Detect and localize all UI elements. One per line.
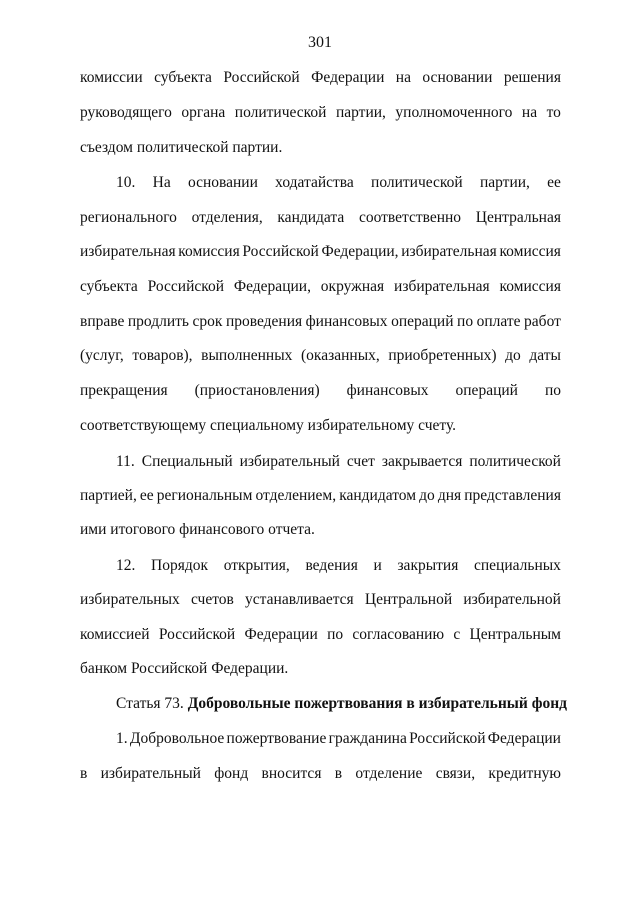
- word: Российской: [158, 626, 236, 643]
- word: и: [373, 557, 382, 574]
- word: операций: [455, 382, 518, 399]
- word: на: [395, 69, 411, 86]
- text-line: [80, 764, 561, 784]
- word: ходатайства: [275, 174, 354, 191]
- text-line: банком Российской Федерации.: [80, 660, 289, 677]
- text-line: [80, 625, 561, 645]
- word: кандидатом: [339, 487, 417, 504]
- word: Добровольное: [129, 730, 225, 747]
- word: Российской: [242, 243, 319, 260]
- word: работ: [524, 313, 561, 330]
- text-line: [80, 556, 561, 576]
- word: Порядок: [151, 557, 209, 574]
- word: то: [546, 104, 561, 121]
- word: избирательная: [401, 243, 497, 260]
- text-line: [80, 312, 561, 332]
- word: На: [152, 174, 171, 191]
- word: на: [521, 104, 538, 121]
- word: представления: [464, 487, 561, 504]
- word: срок: [192, 313, 223, 330]
- word: основании: [187, 174, 258, 191]
- word: по: [457, 313, 474, 330]
- text-line: ими итогового финансового отчета.: [80, 521, 315, 538]
- word: приобретенных): [388, 347, 497, 364]
- word: ведения: [305, 557, 358, 574]
- word: субъекта: [80, 278, 138, 295]
- word: оплате: [476, 313, 521, 330]
- word: избирательной: [463, 591, 561, 608]
- text-line: съездом политической партии.: [80, 139, 283, 156]
- word: 10.: [116, 174, 136, 191]
- word: Центральная: [475, 209, 561, 226]
- word: даты: [529, 347, 561, 364]
- word: комиссия: [499, 243, 561, 260]
- word: операций: [391, 313, 454, 330]
- word: отделения,: [191, 209, 263, 226]
- word: партии,: [335, 104, 386, 121]
- word: основании: [422, 69, 493, 86]
- word: ее: [547, 174, 561, 191]
- word: в: [334, 765, 343, 782]
- word: специальных: [474, 557, 561, 574]
- word: субъекта: [154, 69, 212, 86]
- word: органа: [181, 104, 226, 121]
- word: избирательная: [80, 243, 176, 260]
- word: по: [544, 382, 561, 399]
- word: политической: [234, 104, 327, 121]
- text-line: [80, 277, 561, 297]
- word: дня: [437, 487, 462, 504]
- word: партией,: [80, 487, 137, 504]
- text-line: [80, 590, 561, 610]
- word: счет: [346, 453, 375, 470]
- word: Центральной: [364, 591, 453, 608]
- word: связи,: [435, 765, 476, 782]
- word: 1.: [116, 730, 128, 747]
- text-line: соответствующему специальному избирательному счету.: [80, 417, 457, 434]
- word: 11.: [116, 453, 135, 470]
- word: ее: [139, 487, 154, 504]
- word: решения: [503, 69, 561, 86]
- article-heading: [80, 694, 567, 714]
- word: закрывается: [381, 453, 463, 470]
- word: региональным: [156, 487, 253, 504]
- word: до: [419, 487, 435, 504]
- word: счетов: [190, 591, 234, 608]
- word: Российской: [147, 278, 225, 295]
- article-title: Добровольные пожертвования в избирательный фонд: [187, 695, 567, 712]
- word: кандидата: [277, 209, 345, 226]
- word: политической: [371, 174, 463, 191]
- word: проведения: [225, 313, 303, 330]
- word: отделение: [355, 765, 423, 782]
- word: кредитную: [488, 765, 561, 782]
- word: комиссия: [499, 278, 561, 295]
- word: комиссия: [178, 243, 240, 260]
- page-number: 301: [308, 34, 332, 51]
- text-line: [80, 242, 561, 262]
- word: руководящего: [80, 104, 172, 121]
- text-line: [80, 208, 561, 228]
- word: финансовых: [346, 382, 429, 399]
- word: пожертвование: [226, 730, 327, 747]
- word: закрытия: [397, 557, 459, 574]
- word: комиссией: [80, 626, 150, 643]
- word: до: [505, 347, 521, 364]
- word: политической: [469, 453, 561, 470]
- word: Специальный: [141, 453, 233, 470]
- word: отделением,: [255, 487, 337, 504]
- word: гражданина: [328, 730, 407, 747]
- word: (оказанных,: [301, 347, 380, 364]
- word: окружная: [320, 278, 385, 295]
- word: по: [327, 626, 344, 643]
- word: фонд: [214, 765, 249, 782]
- word: устанавливается: [245, 591, 354, 608]
- word: Федерации: [244, 626, 318, 643]
- word: в: [80, 765, 88, 782]
- word: избирательный: [100, 765, 201, 782]
- word: согласованию: [352, 626, 445, 643]
- word: (услуг,: [80, 347, 124, 364]
- word: избирательная: [394, 278, 490, 295]
- word: 12.: [116, 557, 136, 574]
- word: Федерации,: [321, 243, 399, 260]
- word: соответственно: [358, 209, 462, 226]
- text-line: [80, 346, 561, 366]
- word: товаров),: [132, 347, 193, 364]
- article-number: Статья 73.: [116, 695, 184, 712]
- word: комиссии: [80, 69, 143, 86]
- word: избирательных: [80, 591, 180, 608]
- text-line: [80, 729, 561, 749]
- word: партии,: [479, 174, 530, 191]
- text-line: [80, 381, 561, 401]
- word: регионального: [80, 209, 177, 226]
- word: открытия,: [223, 557, 290, 574]
- text-line: [80, 486, 561, 506]
- word: вносится: [261, 765, 322, 782]
- word: продлить: [127, 313, 189, 330]
- word: выполненных: [201, 347, 293, 364]
- word: Федерации,: [233, 278, 311, 295]
- word: с: [453, 626, 461, 643]
- text-line: [80, 452, 561, 472]
- text-line: [80, 173, 561, 193]
- text-line: [80, 103, 561, 123]
- word: избирательный: [239, 453, 340, 470]
- word: Федерации: [487, 730, 561, 747]
- word: Российской: [409, 730, 486, 747]
- word: прекращения: [80, 382, 168, 399]
- text-line: [80, 68, 561, 88]
- word: (приостановления): [194, 382, 320, 399]
- word: вправе: [80, 313, 125, 330]
- word: Центральным: [469, 626, 561, 643]
- word: Российской: [223, 69, 300, 86]
- word: Федерации: [311, 69, 385, 86]
- word: уполномоченного: [395, 104, 513, 121]
- word: финансовых: [305, 313, 388, 330]
